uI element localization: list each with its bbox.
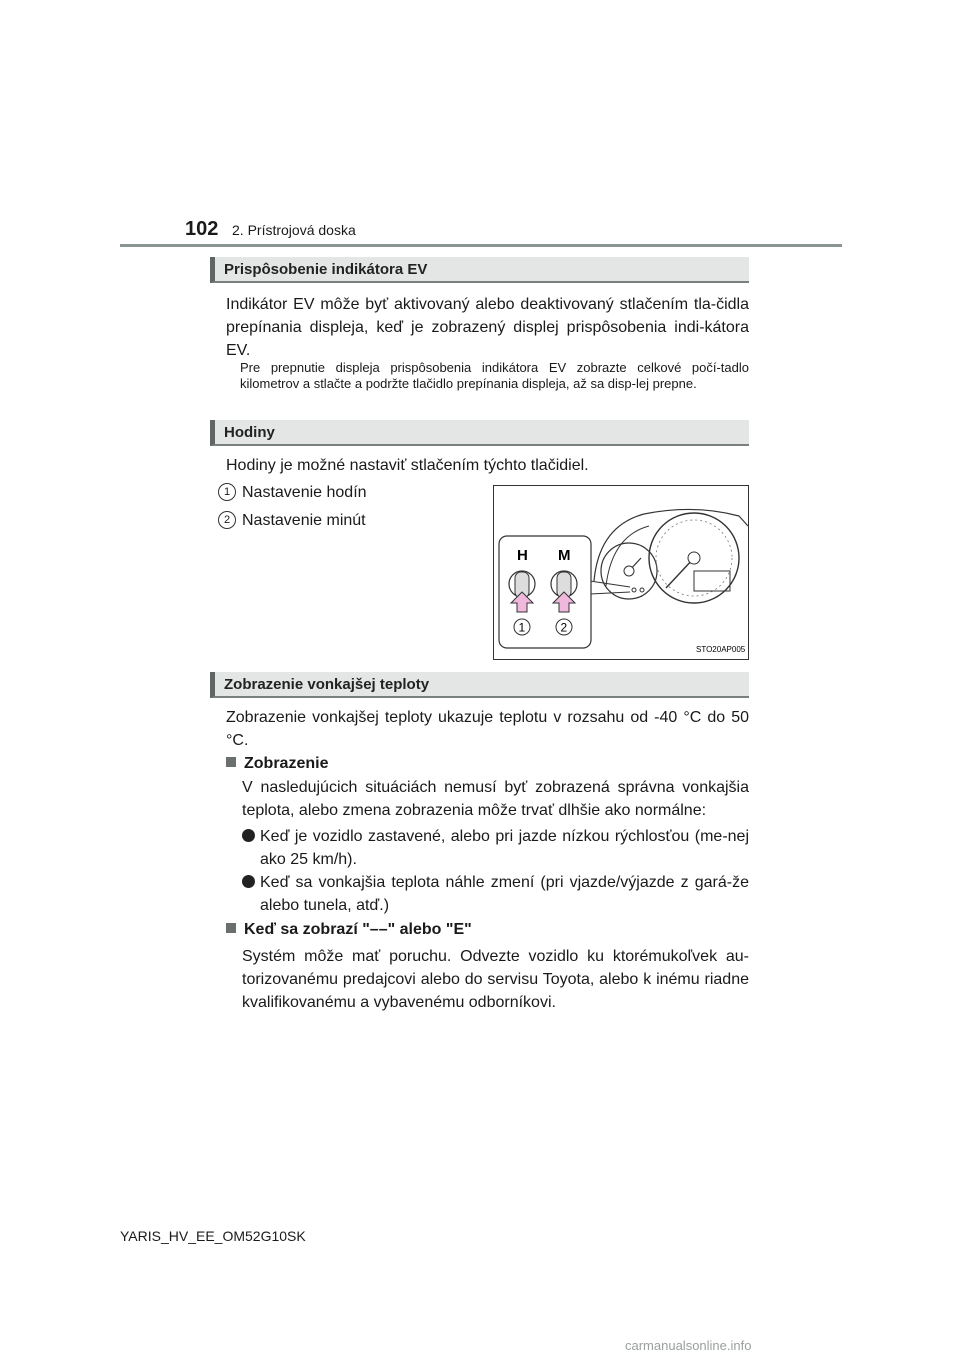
bullet-dot-icon: [242, 829, 255, 842]
section-header-clock: [210, 420, 749, 446]
subheading-display: Zobrazenie: [226, 755, 328, 773]
subheading-error: Keď sa zobrazí "––" alebo "E": [226, 921, 472, 939]
section-header-ev: [210, 257, 749, 283]
clock-item-1-label: Nastavenie hodín: [242, 484, 367, 501]
button-h-label: H: [517, 547, 528, 564]
ev-note: Pre prepnutie displeja prispôsobenia indikátora EV zobrazte celkové počí-tadlo kilometrov a stlačte a podržte tlačidlo prepínania displeja, až sa disp-lej prepne.: [240, 360, 749, 391]
bullet-2-text: Keď sa vonkajšia teplota náhle zmení (pri vjazde/výjazde z gará-že alebo tunela, atď.): [260, 874, 749, 914]
section-title-temp: Zobrazenie vonkajšej teploty: [224, 676, 430, 693]
bullet-1-text: Keď je vozidlo zastavené, alebo pri jazde nízkou rýchlosťou (me-nej ako 25 km/h).: [260, 828, 749, 868]
clock-item-1: [218, 481, 367, 504]
display-text: V nasledujúcich situáciách nemusí byť zobrazená správna vonkajšia teplota, alebo zmena zobrazenia môže trvať dlhšie ako normálne:: [242, 779, 749, 819]
error-text: Systém môže mať poruchu. Odvezte vozidlo ku ktorémukoľvek au-torizovanému predajcovi alebo do servisu Toyota, alebo k inému riadne kvalifikovanému a vybavenému odborníkovi.: [242, 948, 749, 1011]
section-header-temp: [210, 672, 749, 698]
figure-code: STO20AP005: [696, 645, 746, 654]
clock-item-2: [218, 509, 366, 532]
section-title-ev: Prispôsobenie indikátora EV: [224, 261, 428, 278]
chapter-title: 2. Prístrojová doska: [232, 222, 356, 238]
temp-body: Zobrazenie vonkajšej teploty ukazuje teplotu v rozsahu od -40 °C do 50 °C.: [226, 709, 749, 749]
callout-1-icon: 1: [218, 483, 236, 501]
callout-2-icon: 2: [218, 511, 236, 529]
section-title-clock: Hodiny: [224, 424, 275, 441]
bullet-dot-icon: [242, 875, 255, 888]
page-number: 102: [185, 218, 219, 240]
square-bullet-icon: [226, 923, 236, 933]
footer-doc-code: YARIS_HV_EE_OM52G10SK: [120, 1228, 306, 1244]
watermark: carmanualsonline.info: [625, 1338, 752, 1353]
clock-item-2-label: Nastavenie minút: [242, 512, 366, 529]
button-m-label: M: [558, 547, 571, 564]
svg-text:1: 1: [518, 620, 526, 635]
square-bullet-icon: [226, 757, 236, 767]
header-divider: [120, 244, 842, 247]
instrument-cluster-illustration: [494, 486, 748, 659]
ev-body: Indikátor EV môže byť aktivovaný alebo deaktivovaný stlačením tla-čidla prepínania displeja, keď je zobrazený displej prispôsobenia indi-kátora EV.: [226, 296, 749, 359]
svg-text:2: 2: [560, 620, 568, 635]
clock-buttons-figure: [493, 485, 749, 660]
clock-body: Hodiny je možné nastaviť stlačením týchto tlačidiel.: [226, 457, 589, 474]
